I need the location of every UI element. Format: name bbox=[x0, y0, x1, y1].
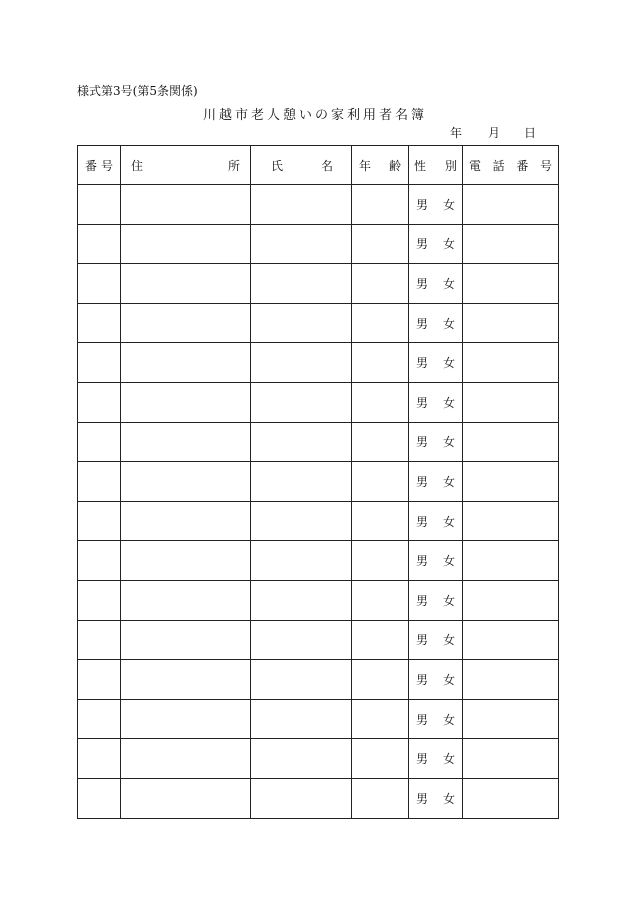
cell-sex[interactable] bbox=[409, 620, 463, 660]
cell-name[interactable] bbox=[251, 620, 352, 660]
sex-option-male[interactable]: 男 bbox=[416, 593, 429, 608]
table-row bbox=[78, 185, 559, 225]
cell-phone[interactable] bbox=[463, 264, 559, 304]
cell-number[interactable] bbox=[78, 264, 121, 304]
cell-sex[interactable] bbox=[409, 778, 463, 818]
cell-age[interactable] bbox=[352, 462, 409, 502]
cell-number[interactable] bbox=[78, 699, 121, 739]
sex-option-female[interactable]: 女 bbox=[442, 316, 455, 331]
cell-number[interactable] bbox=[78, 303, 121, 343]
cell-phone[interactable] bbox=[463, 580, 559, 620]
cell-phone[interactable] bbox=[463, 382, 559, 422]
sex-option-male[interactable]: 男 bbox=[416, 633, 429, 648]
cell-address[interactable] bbox=[121, 303, 251, 343]
cell-address[interactable] bbox=[121, 185, 251, 225]
cell-number[interactable] bbox=[78, 224, 121, 264]
sex-option-male[interactable]: 男 bbox=[416, 276, 429, 291]
cell-age[interactable] bbox=[352, 422, 409, 462]
cell-age[interactable] bbox=[352, 778, 409, 818]
col-header-address: 住 所 bbox=[121, 146, 251, 185]
cell-sex[interactable] bbox=[409, 660, 463, 700]
col-header-sex: 性 別 bbox=[409, 146, 463, 185]
cell-phone[interactable] bbox=[463, 778, 559, 818]
cell-number[interactable] bbox=[78, 580, 121, 620]
cell-phone[interactable] bbox=[463, 462, 559, 502]
cell-name[interactable] bbox=[251, 778, 352, 818]
cell-number[interactable] bbox=[78, 501, 121, 541]
sex-option-male[interactable]: 男 bbox=[416, 197, 429, 212]
sex-option-female[interactable]: 女 bbox=[442, 633, 455, 648]
cell-name[interactable] bbox=[251, 699, 352, 739]
cell-number[interactable] bbox=[78, 422, 121, 462]
table-row bbox=[78, 264, 559, 304]
cell-sex[interactable] bbox=[409, 580, 463, 620]
sex-option-female[interactable]: 女 bbox=[442, 593, 455, 608]
cell-name[interactable] bbox=[251, 343, 352, 383]
cell-age[interactable] bbox=[352, 501, 409, 541]
cell-number[interactable] bbox=[78, 382, 121, 422]
col-header-age: 年 齢 bbox=[352, 146, 409, 185]
sex-option-male[interactable]: 男 bbox=[416, 752, 429, 767]
table-row bbox=[78, 224, 559, 264]
cell-number[interactable] bbox=[78, 343, 121, 383]
sex-option-male[interactable]: 男 bbox=[416, 356, 429, 371]
sex-option-female[interactable]: 女 bbox=[442, 752, 455, 767]
cell-address[interactable] bbox=[121, 739, 251, 779]
cell-age[interactable] bbox=[352, 620, 409, 660]
cell-address[interactable] bbox=[121, 699, 251, 739]
cell-phone[interactable] bbox=[463, 541, 559, 581]
cell-name[interactable] bbox=[251, 382, 352, 422]
sex-option-female[interactable]: 女 bbox=[442, 712, 455, 727]
cell-age[interactable] bbox=[352, 541, 409, 581]
date-month-label: 月 bbox=[488, 126, 501, 140]
cell-sex[interactable] bbox=[409, 185, 463, 225]
cell-address[interactable] bbox=[121, 462, 251, 502]
date-year-label: 年 bbox=[450, 126, 463, 140]
cell-name[interactable] bbox=[251, 422, 352, 462]
sex-option-male[interactable]: 男 bbox=[416, 316, 429, 331]
sex-option-female[interactable]: 女 bbox=[442, 356, 455, 371]
cell-address[interactable] bbox=[121, 501, 251, 541]
cell-number[interactable] bbox=[78, 541, 121, 581]
table-header-row bbox=[78, 146, 559, 185]
sex-option-male[interactable]: 男 bbox=[416, 554, 429, 569]
table-row bbox=[78, 462, 559, 502]
cell-age[interactable] bbox=[352, 739, 409, 779]
table-row bbox=[78, 382, 559, 422]
cell-number[interactable] bbox=[78, 739, 121, 779]
table-row bbox=[78, 580, 559, 620]
cell-sex[interactable] bbox=[409, 739, 463, 779]
cell-age[interactable] bbox=[352, 699, 409, 739]
col-header-name: 氏 名 bbox=[251, 146, 352, 185]
cell-phone[interactable] bbox=[463, 739, 559, 779]
sex-option-female[interactable]: 女 bbox=[442, 395, 455, 410]
cell-phone[interactable] bbox=[463, 224, 559, 264]
sex-option-female[interactable]: 女 bbox=[442, 672, 455, 687]
sex-option-male[interactable]: 男 bbox=[416, 514, 429, 529]
cell-phone[interactable] bbox=[463, 422, 559, 462]
cell-sex[interactable] bbox=[409, 541, 463, 581]
sex-option-female[interactable]: 女 bbox=[442, 435, 455, 450]
date-line bbox=[450, 124, 536, 141]
cell-name[interactable] bbox=[251, 462, 352, 502]
cell-number[interactable] bbox=[78, 620, 121, 660]
cell-address[interactable] bbox=[121, 343, 251, 383]
cell-phone[interactable] bbox=[463, 343, 559, 383]
sex-option-female[interactable]: 女 bbox=[442, 197, 455, 212]
cell-sex[interactable] bbox=[409, 264, 463, 304]
cell-sex[interactable] bbox=[409, 422, 463, 462]
cell-name[interactable] bbox=[251, 660, 352, 700]
table-row bbox=[78, 343, 559, 383]
cell-address[interactable] bbox=[121, 541, 251, 581]
cell-address[interactable] bbox=[121, 620, 251, 660]
sex-option-male[interactable]: 男 bbox=[416, 672, 429, 687]
cell-sex[interactable] bbox=[409, 343, 463, 383]
sex-option-male[interactable]: 男 bbox=[416, 712, 429, 727]
cell-age[interactable] bbox=[352, 303, 409, 343]
cell-name[interactable] bbox=[251, 501, 352, 541]
cell-sex[interactable] bbox=[409, 224, 463, 264]
cell-address[interactable] bbox=[121, 224, 251, 264]
cell-phone[interactable] bbox=[463, 185, 559, 225]
sex-option-female[interactable]: 女 bbox=[442, 791, 455, 806]
cell-address[interactable] bbox=[121, 580, 251, 620]
sex-option-female[interactable]: 女 bbox=[442, 276, 455, 291]
cell-name[interactable] bbox=[251, 541, 352, 581]
cell-age[interactable] bbox=[352, 580, 409, 620]
cell-sex[interactable] bbox=[409, 382, 463, 422]
table-row bbox=[78, 422, 559, 462]
cell-name[interactable] bbox=[251, 264, 352, 304]
cell-name[interactable] bbox=[251, 185, 352, 225]
cell-age[interactable] bbox=[352, 185, 409, 225]
sex-option-female[interactable]: 女 bbox=[442, 514, 455, 529]
cell-address[interactable] bbox=[121, 660, 251, 700]
col-header-phone: 電 話 番 号 bbox=[463, 146, 559, 185]
sex-option-female[interactable]: 女 bbox=[442, 237, 455, 252]
sex-option-male[interactable]: 男 bbox=[416, 395, 429, 410]
cell-sex[interactable] bbox=[409, 462, 463, 502]
cell-sex[interactable] bbox=[409, 303, 463, 343]
sex-option-female[interactable]: 女 bbox=[442, 554, 455, 569]
cell-age[interactable] bbox=[352, 660, 409, 700]
table-row bbox=[78, 778, 559, 818]
cell-address[interactable] bbox=[121, 382, 251, 422]
cell-age[interactable] bbox=[352, 343, 409, 383]
cell-address[interactable] bbox=[121, 264, 251, 304]
cell-number[interactable] bbox=[78, 660, 121, 700]
table-row bbox=[78, 303, 559, 343]
cell-age[interactable] bbox=[352, 224, 409, 264]
cell-number[interactable] bbox=[78, 462, 121, 502]
table-row bbox=[78, 620, 559, 660]
cell-sex[interactable] bbox=[409, 699, 463, 739]
form-number-label: 様式第3号(第5条関係) bbox=[77, 84, 198, 98]
cell-address[interactable] bbox=[121, 422, 251, 462]
date-day-label: 日 bbox=[524, 126, 537, 140]
col-header-number: 番 号 bbox=[78, 146, 121, 185]
sex-option-male[interactable]: 男 bbox=[416, 237, 429, 252]
sex-option-female[interactable]: 女 bbox=[442, 474, 455, 489]
cell-phone[interactable] bbox=[463, 699, 559, 739]
sex-option-male[interactable]: 男 bbox=[416, 474, 429, 489]
sex-option-male[interactable]: 男 bbox=[416, 791, 429, 806]
cell-name[interactable] bbox=[251, 303, 352, 343]
cell-name[interactable] bbox=[251, 739, 352, 779]
table-row bbox=[78, 660, 559, 700]
cell-number[interactable] bbox=[78, 778, 121, 818]
cell-age[interactable] bbox=[352, 382, 409, 422]
cell-age[interactable] bbox=[352, 264, 409, 304]
cell-phone[interactable] bbox=[463, 501, 559, 541]
register-table bbox=[77, 145, 559, 819]
cell-address[interactable] bbox=[121, 778, 251, 818]
cell-phone[interactable] bbox=[463, 620, 559, 660]
cell-sex[interactable] bbox=[409, 501, 463, 541]
cell-name[interactable] bbox=[251, 580, 352, 620]
cell-phone[interactable] bbox=[463, 303, 559, 343]
table-row bbox=[78, 541, 559, 581]
sex-option-male[interactable]: 男 bbox=[416, 435, 429, 450]
table-row bbox=[78, 739, 559, 779]
cell-number[interactable] bbox=[78, 185, 121, 225]
table-row bbox=[78, 699, 559, 739]
document-title: 川越市老人憩いの家利用者名簿 bbox=[202, 108, 427, 123]
table-row bbox=[78, 501, 559, 541]
cell-name[interactable] bbox=[251, 224, 352, 264]
cell-phone[interactable] bbox=[463, 660, 559, 700]
